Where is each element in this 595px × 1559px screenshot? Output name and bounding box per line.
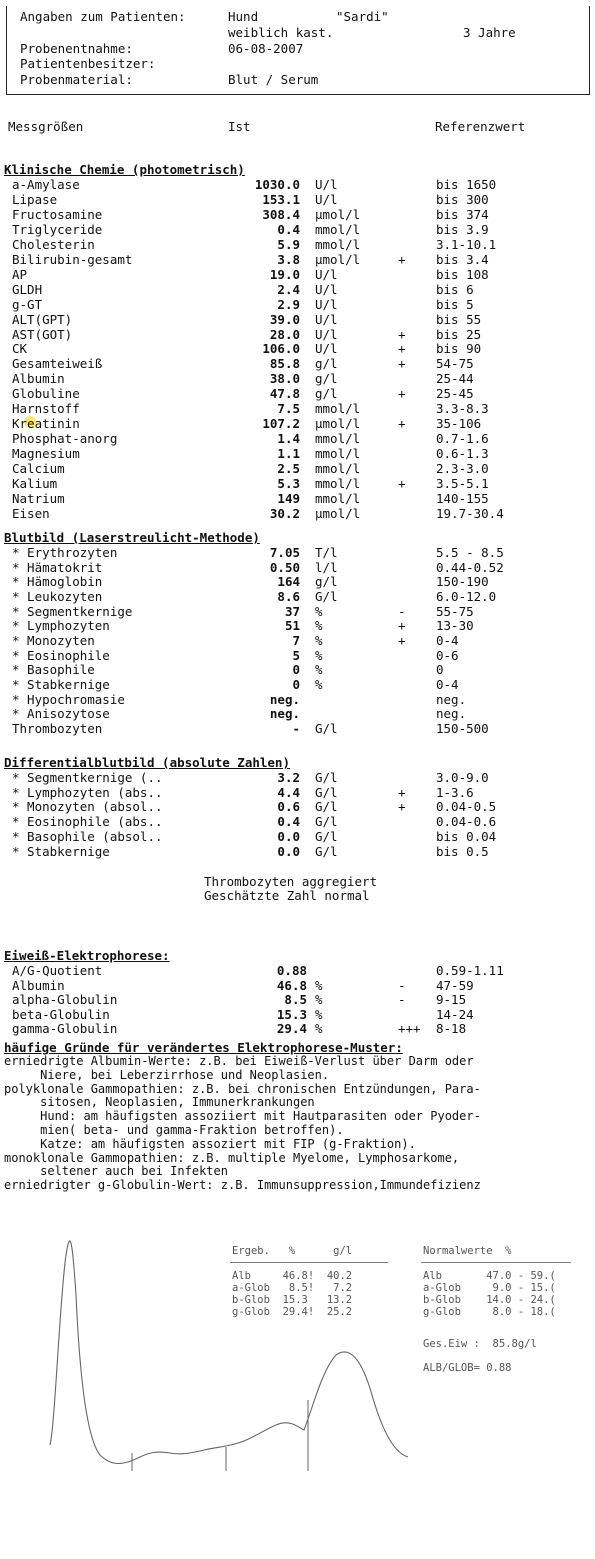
reason-line: erniedrigter g-Globulin-Wert: z.B. Immunsuppression,Immundefizienz: [4, 1178, 481, 1193]
result-value: 0.4: [277, 221, 300, 237]
result-name: Natrium: [12, 490, 65, 506]
result-value: 51: [284, 618, 300, 634]
result-row: [0, 662, 595, 676]
ep-row-right: a-Glob 9.0 - 15.(: [423, 1282, 556, 1294]
result-unit: %: [315, 1006, 323, 1022]
result-reference: 35-106: [436, 416, 482, 432]
result-flag: +: [398, 326, 406, 342]
result-value: 2.4: [277, 281, 300, 297]
result-reference: 2.3-3.0: [436, 461, 489, 477]
result-reference: 0.6-1.3: [436, 446, 489, 462]
result-value: 164: [277, 574, 300, 590]
result-name: Albumin: [12, 977, 65, 993]
result-reference: bis 0.5: [436, 843, 489, 859]
result-value: 1.1: [277, 446, 300, 462]
patient-name: "Sardi": [336, 9, 389, 24]
result-flag: +: [398, 386, 406, 402]
result-name: Calcium: [12, 461, 65, 477]
result-reference: 0.44-0.52: [436, 559, 504, 575]
result-row: [0, 416, 595, 430]
result-name: beta-Globulin: [12, 1006, 110, 1022]
result-unit: U/l: [315, 341, 338, 357]
result-unit: G/l: [315, 843, 338, 859]
result-row: [0, 267, 595, 281]
result-unit: mmol/l: [315, 446, 361, 462]
result-value: 3.2: [277, 770, 300, 785]
result-value: -: [292, 720, 300, 736]
result-reference: 19.7-30.4: [436, 505, 504, 521]
sampling-date: 06-08-2007: [228, 41, 304, 56]
result-row: [0, 604, 595, 618]
reason-line: Niere, bei Leberzirrhose und Neoplasien.: [4, 1067, 330, 1082]
reason-line: mien( beta- und gamma-Fraktion betroffen).: [4, 1123, 344, 1137]
owner-label: Patientenbesitzer:: [20, 56, 156, 71]
result-row: [0, 401, 595, 415]
result-value: 8.6: [277, 588, 300, 604]
result-reference: 0.7-1.6: [436, 431, 489, 447]
result-flag: +: [398, 618, 406, 634]
result-unit: mmol/l: [315, 490, 361, 506]
result-name: AP: [12, 266, 28, 282]
result-row: [0, 648, 595, 662]
result-reference: 25-45: [436, 386, 474, 402]
result-reference: 0-6: [436, 647, 459, 663]
result-flag: +: [398, 632, 406, 648]
result-reference: 0.04-0.5: [436, 799, 497, 815]
ep-header-rule: [421, 1262, 571, 1263]
result-value: neg.: [269, 691, 300, 707]
protein-density-line: [50, 1241, 408, 1464]
result-flag: +: [398, 476, 406, 491]
result-name: Triglyceride: [12, 221, 103, 237]
result-unit: mmol/l: [315, 431, 361, 447]
result-name: * Stabkernige: [12, 676, 110, 692]
result-name: * Lymphozyten (abs..: [12, 784, 163, 800]
result-name: * Segmentkernige: [12, 603, 133, 619]
result-name: Gesamteiweiß: [12, 356, 103, 372]
result-value: 149: [277, 490, 300, 506]
result-flag: -: [398, 977, 406, 993]
result-row: [0, 978, 595, 992]
result-unit: U/l: [315, 326, 338, 342]
result-reference: bis 55: [436, 311, 482, 327]
result-unit: %: [315, 603, 323, 619]
result-reference: 0.04-0.6: [436, 814, 497, 830]
result-row: [0, 237, 595, 251]
result-value: 0.0: [277, 843, 300, 859]
result-value: 0.88: [276, 963, 307, 978]
result-reference: 3.0-9.0: [436, 770, 489, 785]
result-reference: neg.: [436, 706, 467, 722]
result-unit: %: [315, 676, 323, 692]
result-value: neg.: [269, 706, 300, 722]
result-value: 0: [292, 676, 300, 692]
result-value: 106.0: [262, 341, 300, 357]
reason-line: erniedrigte Albumin-Werte: z.B. bei Eiweiß-Verlust über Darm oder: [4, 1054, 474, 1068]
result-reference: 9-15: [436, 992, 467, 1008]
thrombo-note-line-2: Geschätzte Zahl normal: [204, 888, 370, 903]
result-row: [0, 829, 595, 843]
result-row: [0, 297, 595, 311]
result-reference: 13-30: [436, 618, 474, 634]
result-row: [0, 282, 595, 296]
section-title: Klinische Chemie (photometrisch): [4, 162, 245, 177]
result-unit: g/l: [315, 371, 338, 387]
result-row: [0, 785, 595, 799]
result-unit: l/l: [315, 559, 338, 575]
result-row: [0, 633, 595, 647]
result-value: 2.5: [277, 461, 300, 477]
result-reference: bis 0.04: [436, 828, 497, 844]
result-unit: G/l: [315, 720, 338, 736]
result-reference: bis 3.9: [436, 221, 489, 237]
result-row: [0, 386, 595, 400]
column-header-name: Messgrößen: [8, 119, 84, 134]
result-row: [0, 491, 595, 505]
result-unit: U/l: [315, 281, 338, 297]
result-row: [0, 692, 595, 706]
result-row: [0, 252, 595, 266]
result-flag: +: [398, 341, 406, 357]
result-flag: +: [398, 416, 406, 432]
result-name: gamma-Globulin: [12, 1021, 118, 1037]
result-flag: -: [398, 992, 406, 1008]
result-unit: U/l: [315, 177, 338, 192]
ep-row-left: g-Glob 29.4! 25.2: [232, 1306, 353, 1318]
result-value: 5.3: [277, 476, 300, 491]
result-unit: U/l: [315, 296, 338, 312]
result-row: [0, 177, 595, 191]
result-row: [0, 1021, 595, 1035]
result-row: [0, 222, 595, 236]
result-reference: 3.3-8.3: [436, 401, 489, 417]
result-flag: +++: [398, 1021, 421, 1037]
ep-row-right: Alb 47.0 - 59.(: [423, 1270, 556, 1282]
result-reference: bis 5: [436, 296, 474, 312]
result-name: A/G-Quotient: [12, 963, 103, 978]
result-value: 8.5: [284, 992, 307, 1008]
reason-line: sitosen, Neoplasien, Immunerkrankungen: [4, 1095, 315, 1110]
result-value: 7: [292, 632, 300, 648]
section-title: Eiweiß-Elektrophorese:: [4, 948, 170, 963]
result-value: 308.4: [262, 206, 300, 222]
result-unit: G/l: [315, 784, 338, 800]
result-name: * Stabkernige: [12, 843, 110, 859]
result-row: [0, 446, 595, 460]
result-unit: G/l: [315, 828, 338, 844]
ep-row-left: b-Glob 15.3 13.2: [232, 1294, 353, 1306]
result-flag: -: [398, 603, 406, 619]
column-header-value: Ist: [228, 119, 251, 134]
result-name: Kreatinin: [12, 416, 80, 432]
result-reference: 5.5 - 8.5: [436, 545, 504, 560]
patient-species: Hund: [228, 9, 259, 24]
result-reference: bis 25: [436, 326, 482, 342]
result-unit: U/l: [315, 266, 338, 282]
reasons-title: häufige Gründe für verändertes Elektrophorese-Muster:: [4, 1040, 403, 1055]
result-name: Thrombozyten: [12, 720, 103, 736]
result-unit: %: [315, 618, 323, 634]
result-value: 153.1: [262, 191, 300, 207]
result-name: alpha-Globulin: [12, 992, 118, 1008]
result-row: [0, 1007, 595, 1021]
result-unit: G/l: [315, 799, 338, 815]
result-reference: 1-3.6: [436, 784, 474, 800]
thrombo-note-line-1: Thrombozyten aggregiert: [204, 874, 378, 889]
result-unit: %: [315, 1021, 323, 1037]
result-name: a-Amylase: [12, 177, 80, 192]
result-value: 7.5: [277, 401, 300, 417]
result-value: 107.2: [262, 416, 300, 432]
result-unit: µmol/l: [315, 416, 361, 432]
result-reference: 150-190: [436, 574, 489, 590]
result-unit: %: [315, 632, 323, 648]
result-name: * Basophile (absol..: [12, 828, 163, 844]
result-flag: +: [398, 356, 406, 372]
result-name: * Lymphozyten: [12, 618, 110, 634]
result-reference: 0-4: [436, 632, 459, 648]
reason-line: Hund: am häufigsten assoziiert mit Hautparasiten oder Pyoder-: [4, 1109, 481, 1124]
result-name: * Segmentkernige (..: [12, 770, 163, 785]
result-row: [0, 356, 595, 370]
result-unit: µmol/l: [315, 251, 361, 267]
result-value: 38.0: [269, 371, 300, 387]
result-row: [0, 814, 595, 828]
result-row: [0, 844, 595, 858]
result-reference: 6.0-12.0: [436, 588, 497, 604]
result-name: Fructosamine: [12, 206, 103, 222]
result-value: 1030.0: [254, 177, 300, 192]
result-unit: mmol/l: [315, 236, 361, 252]
result-name: Magnesium: [12, 446, 80, 462]
ep-total-protein: Ges.Eiw : 85.8g/l: [423, 1338, 537, 1350]
result-unit: T/l: [315, 545, 338, 560]
result-value: 1.4: [277, 431, 300, 447]
ep-header-rule: [230, 1262, 388, 1263]
ep-row-left: Alb 46.8! 40.2: [232, 1270, 353, 1282]
result-value: 4.4: [277, 784, 300, 800]
result-reference: 0-4: [436, 676, 459, 692]
result-name: AST(GOT): [12, 326, 73, 342]
result-reference: bis 6: [436, 281, 474, 297]
result-name: Eisen: [12, 505, 50, 521]
result-value: 47.8: [269, 386, 300, 402]
result-reference: 47-59: [436, 977, 474, 993]
result-reference: neg.: [436, 691, 467, 707]
result-name: ALT(GPT): [12, 311, 73, 327]
result-name: Lipase: [12, 191, 58, 207]
result-row: [0, 589, 595, 603]
result-unit: G/l: [315, 770, 338, 785]
result-row: [0, 992, 595, 1006]
result-name: * Hypochromasie: [12, 691, 125, 707]
result-name: Cholesterin: [12, 236, 95, 252]
electrophoresis-curve: [0, 1195, 420, 1485]
result-reference: bis 300: [436, 191, 489, 207]
column-header-reference: Referenzwert: [435, 119, 526, 134]
result-unit: U/l: [315, 311, 338, 327]
result-value: 3.8: [277, 251, 300, 267]
result-value: 30.2: [269, 505, 300, 521]
result-name: Harnstoff: [12, 401, 80, 417]
section-title: Blutbild (Laserstreulicht-Methode): [4, 530, 260, 545]
result-unit: G/l: [315, 588, 338, 604]
result-name: Kalium: [12, 476, 58, 491]
material-value: Blut / Serum: [228, 72, 319, 87]
result-value: 46.8: [276, 977, 307, 993]
result-flag: +: [398, 251, 406, 267]
result-name: * Hämoglobin: [12, 574, 103, 590]
ep-header-right: Normalwerte %: [423, 1245, 512, 1257]
result-flag: +: [398, 799, 406, 815]
result-flag: +: [398, 784, 406, 800]
result-name: * Erythrozyten: [12, 545, 118, 560]
result-name: CK: [12, 341, 28, 357]
result-row: [0, 677, 595, 691]
result-name: GLDH: [12, 281, 43, 297]
result-row: [0, 476, 595, 490]
result-unit: µmol/l: [315, 505, 361, 521]
result-name: * Basophile: [12, 662, 95, 678]
reason-line: seltener auch bei Infekten: [4, 1164, 228, 1179]
result-unit: G/l: [315, 814, 338, 830]
result-name: Bilirubin-gesamt: [12, 251, 133, 267]
result-reference: 3.5-5.1: [436, 476, 489, 491]
result-value: 0: [292, 662, 300, 678]
result-unit: %: [315, 992, 323, 1008]
result-unit: g/l: [315, 356, 338, 372]
result-unit: %: [315, 662, 323, 678]
result-reference: bis 374: [436, 206, 489, 222]
result-value: 15.3: [276, 1006, 307, 1022]
ep-row-left: a-Glob 8.5! 7.2: [232, 1282, 353, 1294]
result-name: * Hämatokrit: [12, 559, 103, 575]
result-value: 37: [284, 603, 300, 619]
result-row: [0, 506, 595, 520]
result-value: 5: [292, 647, 300, 663]
result-row: [0, 545, 595, 559]
result-value: 28.0: [269, 326, 300, 342]
ep-row-right: b-Glob 14.0 - 24.(: [423, 1294, 556, 1306]
result-row: [0, 312, 595, 326]
patient-sex: weiblich kast.: [228, 25, 334, 40]
result-unit: %: [315, 647, 323, 663]
result-row: [0, 327, 595, 341]
result-name: g-GT: [12, 296, 43, 312]
result-name: Albumin: [12, 371, 65, 387]
ep-row-right: g-Glob 8.0 - 18.(: [423, 1306, 556, 1318]
result-unit: mmol/l: [315, 221, 361, 237]
result-name: Phosphat-anorg: [12, 431, 118, 447]
result-unit: mmol/l: [315, 476, 361, 491]
section-title: Differentialblutbild (absolute Zahlen): [4, 755, 290, 770]
result-unit: µmol/l: [315, 206, 361, 222]
result-value: 39.0: [269, 311, 300, 327]
result-row: [0, 461, 595, 475]
result-name: * Leukozyten: [12, 588, 103, 604]
result-row: [0, 207, 595, 221]
result-value: 19.0: [269, 266, 300, 282]
result-value: 85.8: [269, 356, 300, 372]
result-row: [0, 706, 595, 720]
result-row: [0, 574, 595, 588]
patient-label: Angaben zum Patienten:: [20, 9, 186, 24]
result-reference: 8-18: [436, 1021, 467, 1037]
result-value: 0.4: [277, 814, 300, 830]
result-unit: %: [315, 977, 323, 993]
result-reference: 0: [436, 662, 444, 678]
result-row: [0, 341, 595, 355]
result-reference: 14-24: [436, 1006, 474, 1022]
result-name: * Monozyten: [12, 632, 95, 648]
result-row: [0, 431, 595, 445]
result-value: 2.9: [277, 296, 300, 312]
result-reference: 140-155: [436, 490, 489, 506]
result-reference: 150-500: [436, 720, 489, 736]
sampling-label: Probenentnahme:: [20, 41, 133, 56]
result-reference: 55-75: [436, 603, 474, 619]
result-unit: g/l: [315, 386, 338, 402]
result-name: * Anisozytose: [12, 706, 110, 722]
result-name: Globuline: [12, 386, 80, 402]
patient-age: 3 Jahre: [463, 25, 516, 40]
result-unit: mmol/l: [315, 461, 361, 477]
reason-line: polyklonale Gammopathien: z.B. bei chronischen Entzündungen, Para-: [4, 1081, 481, 1096]
result-row: [0, 371, 595, 385]
result-unit: U/l: [315, 191, 338, 207]
material-label: Probenmaterial:: [20, 72, 133, 87]
reason-line: monoklonale Gammopathien: z.B. multiple Myelome, Lymphosarkome,: [4, 1150, 460, 1165]
result-row: [0, 560, 595, 574]
result-name: * Eosinophile (abs..: [12, 814, 163, 830]
result-reference: bis 1650: [436, 177, 497, 192]
result-reference: 3.1-10.1: [436, 236, 497, 252]
result-value: 29.4: [276, 1021, 307, 1037]
result-row: [0, 618, 595, 632]
result-row: [0, 963, 595, 977]
result-row: [0, 721, 595, 735]
result-unit: g/l: [315, 574, 338, 590]
result-reference: bis 3.4: [436, 251, 489, 267]
reason-line: Katze: am häufigsten assoziert mit FIP (g-Fraktion).: [4, 1136, 416, 1151]
result-value: 0.6: [277, 799, 300, 815]
result-name: * Eosinophile: [12, 647, 110, 663]
result-name: * Monozyten (absol..: [12, 799, 163, 815]
result-reference: 54-75: [436, 356, 474, 372]
result-reference: bis 108: [436, 266, 489, 282]
result-value: 0.0: [277, 828, 300, 844]
result-value: 7.05: [269, 545, 300, 560]
result-value: 5.9: [277, 236, 300, 252]
result-row: [0, 770, 595, 784]
result-reference: 0.59-1.11: [436, 963, 504, 978]
ep-ag-ratio: ALB/GLOB= 0.88: [423, 1362, 512, 1374]
result-reference: bis 90: [436, 341, 482, 357]
result-reference: 25-44: [436, 371, 474, 387]
result-unit: mmol/l: [315, 401, 361, 417]
result-value: 0.50: [269, 559, 300, 575]
result-row: [0, 192, 595, 206]
ep-header-left: Ergeb. % g/l: [232, 1245, 353, 1257]
result-row: [0, 799, 595, 813]
